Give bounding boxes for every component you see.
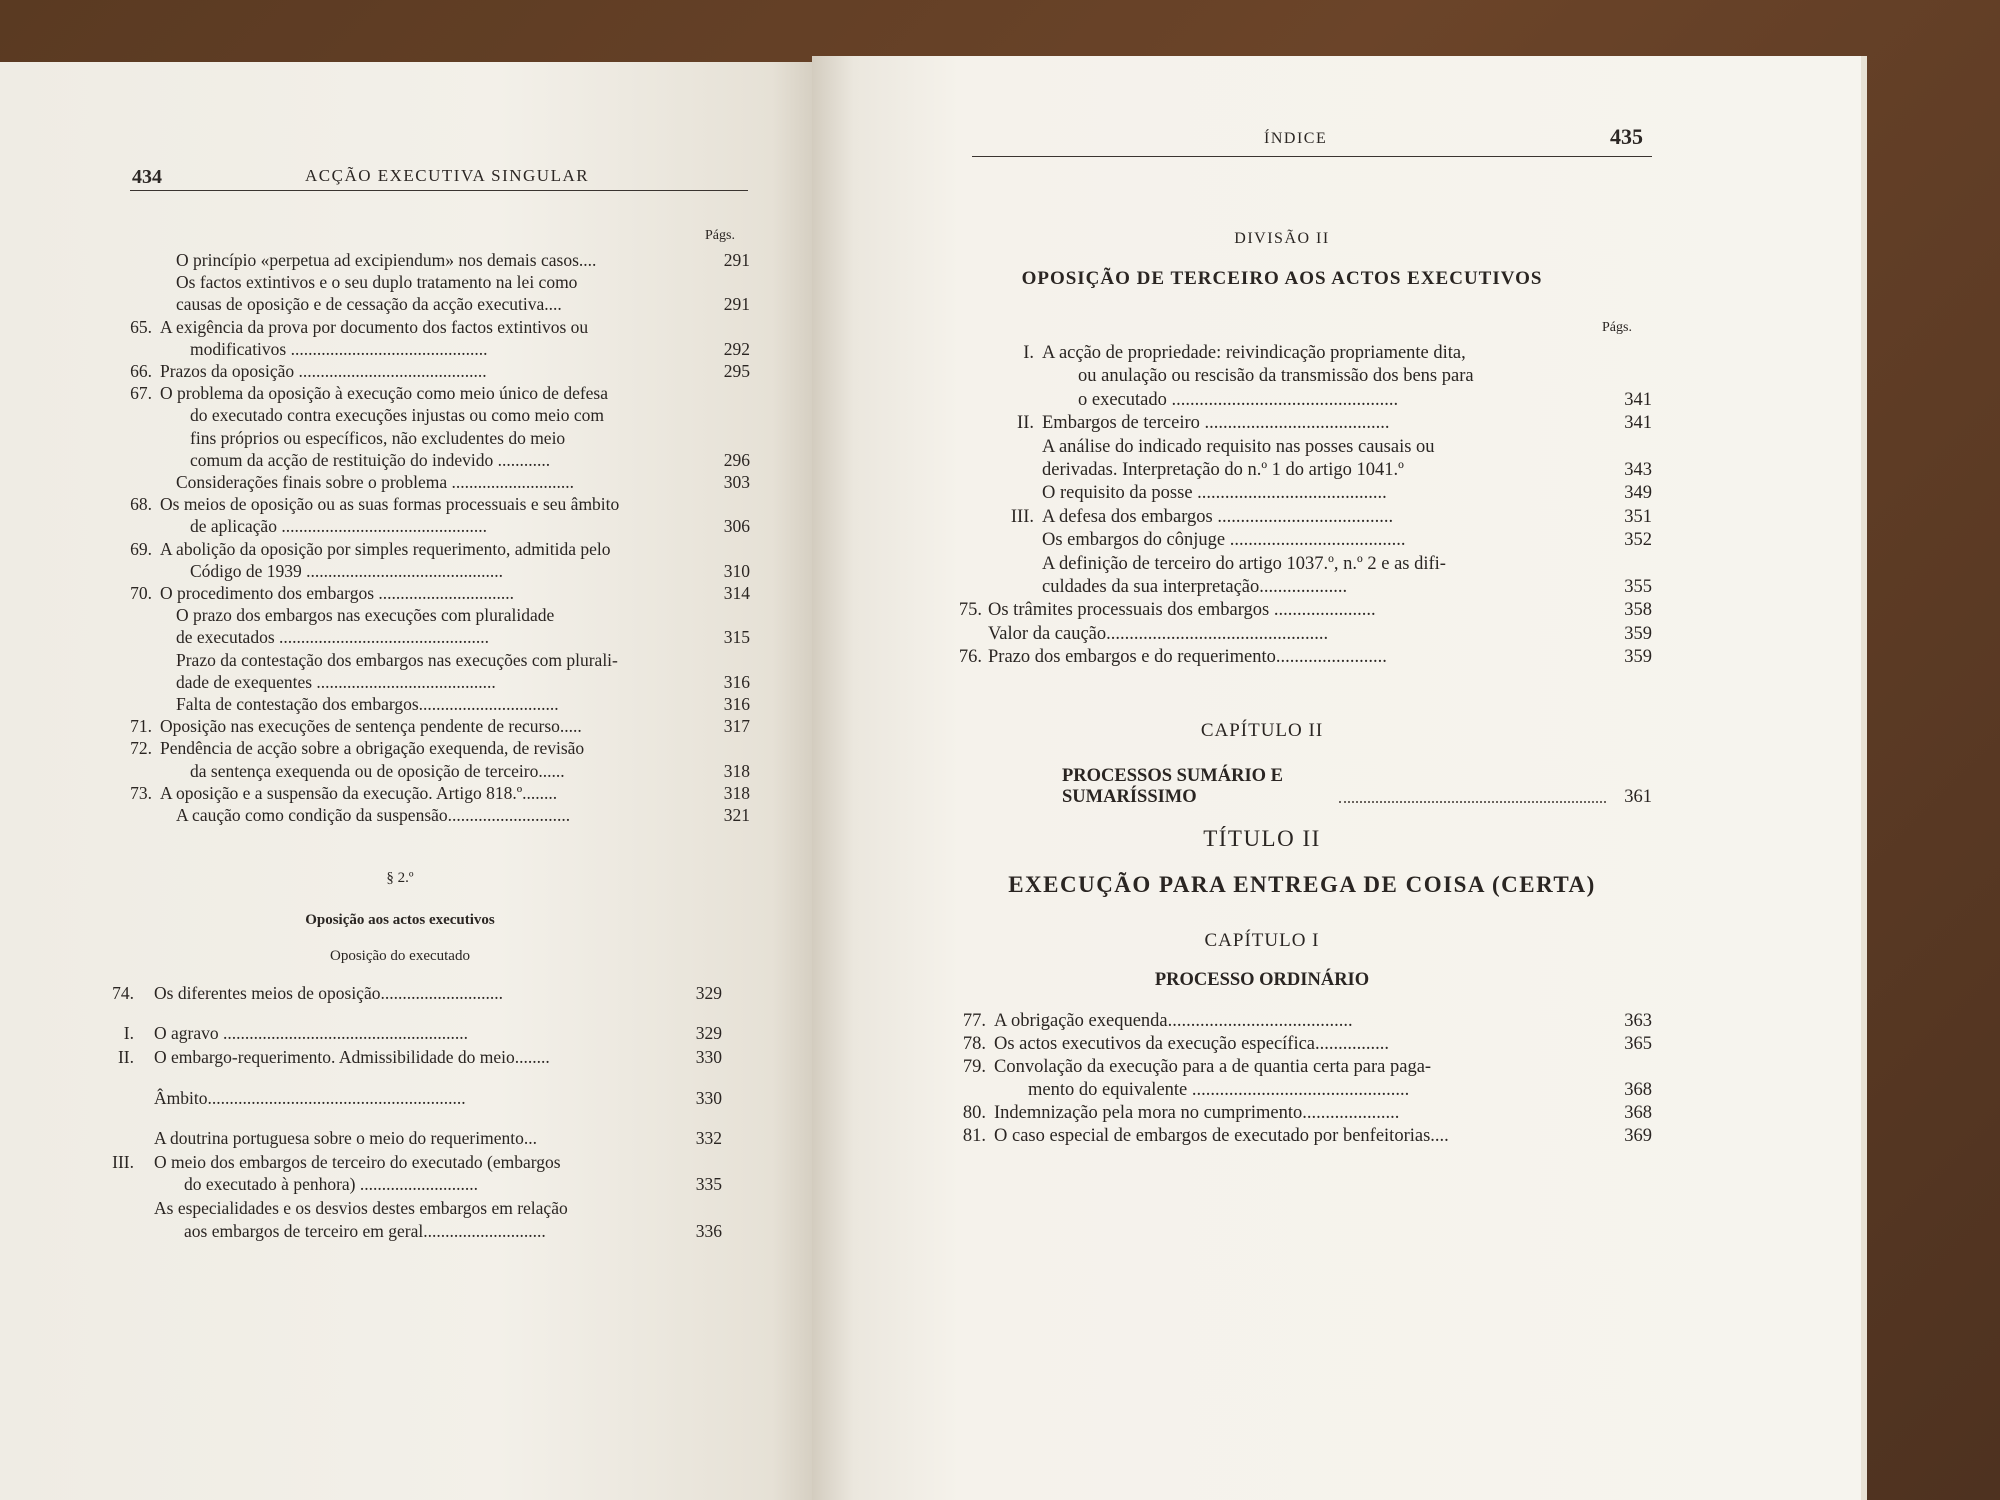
toc-entry-line: O requisito da posse ......................................... — [1042, 483, 1387, 504]
toc-page-number: 368 — [1624, 1103, 1652, 1123]
toc-entry-line: As especialidades e os desvios destes embargos em relação — [154, 1198, 568, 1219]
toc-entry-text — [160, 360, 672, 382]
toc-entry-text — [160, 582, 672, 604]
toc-entry-number: 73. — [130, 782, 152, 803]
toc-entry-text — [1042, 506, 1582, 529]
toc-entry-text — [1042, 529, 1582, 552]
toc-entry-text — [1042, 342, 1582, 412]
toc-page-number: 343 — [1624, 460, 1652, 481]
toc-entry-line: Considerações finais sobre o problema ............................ — [176, 472, 575, 493]
toc-entry-number: 76. — [958, 647, 982, 668]
toc-entry-line: Embargos de terceiro ........................................ — [1042, 413, 1390, 434]
toc-entry — [942, 412, 1652, 435]
toc-entry-line: A oposição e a suspensão da execução. Artigo 818.º........ — [160, 782, 558, 803]
page-number: 434 — [132, 166, 162, 188]
toc-entry-line: de aplicação ............................................... — [190, 516, 487, 537]
toc-entry-line: Os meios de oposição ou as suas formas processuais e seu âmbito — [160, 494, 620, 515]
toc-entry — [72, 1022, 722, 1044]
toc-entry-text — [154, 1087, 644, 1109]
toc-entry-line: Valor da caução................................................ — [988, 623, 1329, 644]
toc-entry-number: II. — [117, 1047, 134, 1068]
header-rule — [972, 156, 1652, 157]
toc-entry — [942, 529, 1652, 552]
toc-entry-line: Os factos extintivos e o seu duplo tratamento na lei como — [176, 272, 578, 293]
toc-entry-line: O problema da oposição à execução como meio único de defesa — [160, 383, 609, 404]
toc-entry-line: causas de oposição e de cessação da acção executiva.... — [176, 294, 562, 315]
right-page — [812, 56, 1867, 1500]
toc-entry-line: Oposição nas execuções de sentença pendente de recurso..... — [160, 716, 582, 737]
toc-page-number: 329 — [695, 1023, 722, 1044]
toc-entry-number: 69. — [130, 538, 152, 559]
division-title: OPOSIÇÃO DE TERCEIRO AOS ACTOS EXECUTIVOS — [1021, 268, 1543, 289]
toc-entry-line: O agravo ........................................................ — [154, 1023, 469, 1044]
toc-page-number: 361 — [1624, 787, 1652, 807]
toc-entry — [90, 582, 750, 604]
toc-page-number: 318 — [723, 782, 750, 803]
toc-page-number: 316 — [723, 671, 750, 692]
toc-page-number: 321 — [723, 805, 750, 826]
toc-entry-text — [160, 493, 672, 537]
toc-entry-number: 79. — [962, 1057, 986, 1077]
toc-entry-number: II. — [1017, 413, 1034, 434]
toc-entry-text — [176, 271, 672, 315]
toc-entry — [930, 1056, 1652, 1102]
toc-entry-text — [994, 1056, 1582, 1102]
toc-entry — [90, 538, 750, 582]
toc-entry-line: fins próprios ou específicos, não excludentes do meio — [190, 427, 566, 448]
toc-page-number: 369 — [1624, 1126, 1652, 1146]
pags-label: Págs. — [705, 228, 735, 243]
toc-entry-line: derivadas. Interpretação do n.º 1 do artigo 1041.º — [1042, 460, 1404, 481]
toc-entry — [72, 1127, 722, 1149]
toc-page-number: 359 — [1624, 647, 1652, 668]
toc-page-number: 355 — [1624, 577, 1652, 598]
toc-entry-text — [160, 715, 672, 737]
toc-entry — [90, 715, 750, 737]
toc-entry — [90, 271, 750, 315]
section-mark: § 2.º — [386, 870, 414, 886]
toc-page-number: 330 — [695, 1047, 722, 1068]
toc-page-number: 359 — [1624, 623, 1652, 644]
toc-entry-text — [160, 782, 672, 804]
toc-entry — [90, 316, 750, 360]
toc-entry-line: comum da acção de restituição do indevido ............ — [190, 449, 551, 470]
header-rule — [130, 190, 748, 191]
toc-page-number: 336 — [695, 1220, 722, 1241]
toc-page-number: 316 — [723, 694, 750, 715]
toc-entry — [90, 782, 750, 804]
toc-entry-text — [160, 316, 672, 360]
toc-entry-number: 68. — [130, 494, 152, 515]
toc-entry-line: A acção de propriedade: reivindicação propriamente dita, — [1042, 343, 1466, 363]
toc-entry — [72, 982, 722, 1004]
toc-entry — [90, 804, 750, 826]
toc-page-number: 332 — [695, 1127, 722, 1148]
toc-page-number: 317 — [723, 716, 750, 737]
toc-entry — [72, 1046, 722, 1068]
toc-entry-number: I. — [123, 1023, 134, 1044]
toc-page-number: 295 — [723, 361, 750, 382]
toc-entry-number: 77. — [962, 1011, 986, 1031]
toc-entry-text — [1042, 482, 1582, 505]
toc-entry-line: O princípio «perpetua ad excipiendum» nos demais casos.... — [176, 250, 597, 270]
toc-entry-line: modificativos ............................................. — [190, 338, 488, 359]
toc-entry — [90, 693, 750, 715]
toc-entry-line: Falta de contestação dos embargos................................ — [176, 694, 559, 715]
toc-entry-text — [994, 1033, 1582, 1056]
toc-entry-text — [988, 599, 1582, 622]
toc-entry-text — [1042, 553, 1582, 600]
toc-entry-line: Código de 1939 ............................................. — [190, 560, 504, 581]
toc-entry — [942, 342, 1652, 412]
toc-entry-number: 78. — [962, 1034, 986, 1054]
leader-dots — [1339, 801, 1606, 803]
toc-page-number: 349 — [1624, 483, 1652, 504]
toc-entry-text — [154, 1151, 644, 1195]
toc-entry-line: mento do equivalente ............................................... — [1028, 1080, 1410, 1100]
toc-entry-line: Os embargos do cônjuge ...................................... — [1042, 530, 1406, 551]
toc-page-number: 315 — [723, 627, 750, 648]
toc-entry-line: Indemnização pela mora no cumprimento..................... — [994, 1103, 1400, 1123]
toc-entry-number: 72. — [130, 738, 152, 759]
toc-entry-line: O caso especial de embargos de executado por benfeitorias.... — [994, 1126, 1449, 1146]
toc-entry-number: 71. — [130, 716, 152, 737]
toc-entry-text — [154, 1046, 644, 1068]
running-head: ACÇÃO EXECUTIVA SINGULAR — [305, 166, 590, 185]
toc-entry-line: A obrigação exequenda........................................ — [994, 1011, 1353, 1031]
chapter-title: PROCESSOS SUMÁRIO E SUMARÍSSIMO — [1062, 766, 1284, 807]
toc-entry — [72, 1197, 722, 1241]
toc-entry-line: do executado contra execuções injustas ou como meio com — [190, 405, 605, 426]
toc-entry-number: 80. — [962, 1103, 986, 1123]
toc-entry-line: do executado à penhora) ........................... — [184, 1174, 479, 1195]
toc-entry-text — [994, 1125, 1582, 1148]
toc-list — [942, 342, 1652, 670]
toc-page-number: 296 — [723, 449, 750, 470]
toc-entry-line: Âmbito........................................................... — [154, 1087, 466, 1108]
toc-entry-line: dade de exequentes ......................................... — [176, 671, 496, 692]
toc-entry-number: III. — [1010, 506, 1034, 527]
toc-entry-text — [176, 649, 672, 693]
pags-label: Págs. — [1602, 320, 1632, 335]
toc-entry-line: Os trâmites processuais dos embargos ...................... — [988, 600, 1376, 621]
toc-entry-line: A abolição da oposição por simples requerimento, admitida pelo — [160, 538, 611, 559]
toc-entry-line: da sentença exequenda ou de oposição de terceiro...... — [190, 760, 565, 781]
toc-entry — [942, 623, 1652, 646]
toc-entry-text — [160, 382, 672, 471]
toc-entry-text — [176, 604, 672, 648]
toc-list — [930, 1010, 1652, 1148]
chapter-label: CAPÍTULO II — [1200, 720, 1324, 741]
toc-page-number: 335 — [695, 1174, 722, 1195]
toc-entry-line: Convolação da execução para a de quantia certa para paga- — [994, 1057, 1432, 1077]
toc-page-number: 314 — [723, 583, 750, 604]
toc-page-number: 330 — [695, 1087, 722, 1108]
toc-entry — [90, 382, 750, 471]
chapter-title: PROCESSO ORDINÁRIO — [1154, 970, 1370, 990]
toc-entry — [90, 649, 750, 693]
toc-entry-line: culdades da sua interpretação................... — [1042, 577, 1348, 598]
toc-page-number: 329 — [695, 983, 722, 1003]
toc-entry-text — [988, 623, 1582, 646]
toc-page-number: 291 — [723, 250, 750, 270]
toc-entry-number: 75. — [958, 600, 982, 621]
toc-entry-line: A doutrina portuguesa sobre o meio do requerimento... — [154, 1127, 537, 1148]
toc-entry — [942, 553, 1652, 600]
chapter-label: CAPÍTULO I — [1204, 930, 1320, 951]
toc-page-number: 368 — [1624, 1080, 1652, 1100]
toc-entry-line: o executado ................................................. — [1078, 389, 1399, 410]
toc-entry-line: Pendência de acção sobre a obrigação exequenda, de revisão — [160, 738, 585, 759]
toc-entry-text — [988, 646, 1582, 669]
toc-entry-line: Prazos da oposição ........................................... — [160, 361, 487, 382]
toc-entry-text — [176, 804, 672, 826]
toc-page-number: 351 — [1624, 506, 1652, 527]
toc-entry-line: O embargo-requerimento. Admissibilidade do meio........ — [154, 1047, 550, 1068]
left-page — [0, 62, 830, 1500]
toc-list — [72, 982, 722, 1242]
toc-entry-number: 65. — [130, 316, 152, 337]
toc-page-number: 303 — [723, 472, 750, 493]
toc-entry — [72, 1151, 722, 1195]
toc-entry — [942, 482, 1652, 505]
page-number: 435 — [1610, 124, 1643, 149]
toc-entry-number: 70. — [130, 583, 152, 604]
toc-entry-line: Prazo da contestação dos embargos nas execuções com plurali- — [176, 649, 618, 670]
toc-entry-number: 67. — [130, 383, 152, 404]
title-label: TÍTULO II — [1203, 826, 1321, 851]
toc-entry — [90, 737, 750, 781]
toc-entry — [942, 646, 1652, 669]
toc-entry — [90, 249, 750, 271]
toc-entry-line: A exigência da prova por documento dos factos extintivos ou — [160, 316, 589, 337]
toc-entry-number: I. — [1023, 343, 1034, 363]
toc-entry-line: A caução como condição da suspensão............................ — [176, 805, 571, 826]
toc-entry-number: 66. — [130, 361, 152, 382]
toc-entry-text — [154, 1022, 644, 1044]
toc-entry-number: III. — [112, 1152, 134, 1173]
division-label: DIVISÃO II — [1234, 230, 1330, 247]
toc-page-number: 363 — [1624, 1011, 1652, 1031]
toc-entry-line: Os actos executivos da execução específica................ — [994, 1034, 1390, 1054]
toc-entry-line: Prazo dos embargos e do requerimento........................ — [988, 647, 1387, 668]
toc-entry-line: A defesa dos embargos ...................................... — [1042, 506, 1394, 527]
toc-entry-line: ou anulação ou rescisão da transmissão dos bens para — [1078, 366, 1474, 387]
toc-page-number: 341 — [1624, 389, 1652, 410]
title-name: EXECUÇÃO PARA ENTREGA DE COISA (CERTA) — [1008, 872, 1596, 897]
toc-page-number: 358 — [1624, 600, 1652, 621]
toc-entry — [930, 1033, 1652, 1056]
toc-entry-text — [160, 737, 672, 781]
toc-page-number: 310 — [723, 560, 750, 581]
toc-entry-number: 74. — [112, 983, 134, 1003]
toc-entry-line: O procedimento dos embargos ............................... — [160, 583, 515, 604]
toc-entry — [90, 360, 750, 382]
running-head: ÍNDICE — [1264, 130, 1328, 147]
toc-entry-line: A definição de terceiro do artigo 1037.º, n.º 2 e as difi- — [1042, 553, 1446, 574]
toc-entry — [72, 1087, 722, 1109]
toc-list — [90, 249, 750, 826]
toc-entry-text — [154, 1127, 644, 1149]
toc-page-number: 318 — [723, 760, 750, 781]
toc-entry — [942, 436, 1652, 483]
toc-entry-text — [160, 538, 672, 582]
toc-entry-line: A análise do indicado requisito nas posses causais ou — [1042, 436, 1435, 457]
toc-entry-line: O meio dos embargos de terceiro do executado (embargos — [154, 1152, 561, 1173]
toc-entry — [930, 1102, 1652, 1125]
toc-entry-number: 81. — [962, 1126, 986, 1146]
toc-entry-line: de executados ................................................ — [176, 627, 490, 648]
toc-page-number: 291 — [723, 294, 750, 315]
toc-page-number: 292 — [723, 338, 750, 359]
toc-entry — [90, 493, 750, 537]
section-subtitle: Oposição do executado — [330, 948, 470, 964]
toc-entry — [90, 471, 750, 493]
toc-entry — [930, 1125, 1652, 1148]
toc-page-number: 306 — [723, 516, 750, 537]
toc-entry-text — [1042, 412, 1582, 435]
section-title: Oposição aos actos executivos — [305, 912, 495, 928]
toc-entry-text — [994, 1102, 1582, 1125]
toc-entry-text — [1042, 436, 1582, 483]
toc-entry-text — [154, 982, 644, 1004]
toc-page-number: 341 — [1624, 413, 1652, 434]
toc-entry — [90, 604, 750, 648]
toc-entry — [942, 506, 1652, 529]
toc-entry-line: O prazo dos embargos nas execuções com pluralidade — [176, 605, 555, 626]
toc-entry-text — [176, 249, 672, 271]
toc-entry — [942, 599, 1652, 622]
toc-entry — [930, 1010, 1652, 1033]
toc-page-number: 365 — [1624, 1034, 1652, 1054]
toc-entry-line: Os diferentes meios de oposição............................ — [154, 983, 503, 1003]
chapter-title-entry — [1062, 766, 1652, 808]
toc-entry-text — [994, 1010, 1582, 1033]
toc-entry-text — [176, 693, 672, 715]
toc-entry-text — [154, 1197, 644, 1241]
toc-entry-text — [176, 471, 672, 493]
toc-entry-line: aos embargos de terceiro em geral............................ — [184, 1220, 546, 1241]
toc-page-number: 352 — [1624, 530, 1652, 551]
